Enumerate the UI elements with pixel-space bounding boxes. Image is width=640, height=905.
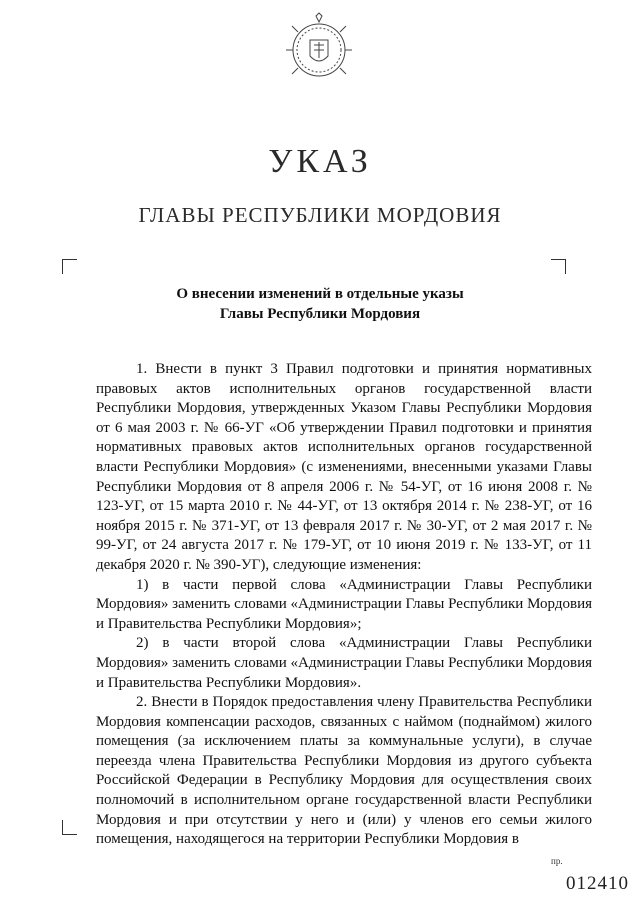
paragraph-1-item-1: 1) в части первой слова «Администрации Главы Республики Мордовия» заменить словами «Администрации Главы Республики Мордовия и Правительства Республики Мордовия»; (96, 576, 592, 632)
paragraph-1: 1. Внести в пункт 3 Правил подготовки и принятия нормативных правовых актов исполнительных органов государственной власти Республики Мордовия, утвержденных Указом Главы Республики Мордовия от 6 мая 2003 г. № 66-УГ «Об утверждении Правил подготовки и принятия нормативных правовых актов исполнительных органов государственной власти Республики Мордовия» (с изменениями, внесенными указами Главы Республики Мордовия от 8 апреля 2006 г. № 54-УГ, от 16 июня 2008 г. № 123-УГ, от 15 марта 2010 г. № 44-УГ, от 13 октября 2014 г. № 238-УГ, от 16 ноября 2015 г. № 371-УГ, от 13 февраля 2017 г. № 30-УГ, от 2 мая 2017 г. № 99-УГ, от 24 августа 2017 г. № 179-УГ, от 10 июня 2019 г. № 133-УГ, от 11 декабря 2020 г. № 390-УГ), следующие изменения: (96, 361, 592, 573)
document-title: УКАЗ (268, 143, 372, 180)
paragraph-1-item-2: 2) в части второй слова «Администрации Главы Республики Мордовия» заменить словами «Администрации Главы Республики Мордовия и Правительства Республики Мордовия». (96, 635, 592, 691)
heading-line-2: Главы Республики Мордовия (219, 306, 421, 322)
page-mark: пр. (551, 856, 563, 866)
heading-line-1: О внесении изменений в отдельные указы (176, 286, 464, 302)
decree-heading (0, 284, 640, 324)
decree-body (96, 360, 592, 850)
document-number: 012410 (566, 873, 629, 894)
paragraph-2: 2. Внести в Порядок предоставления члену Правительства Республики Мордовия компенсации расходов, связанных с наймом (поднаймом) жилого помещения (за исключением платы за коммунальные услуги), в случае переезда члена Правительства Республики Мордовия из другого субъекта Российской Федерации в Республику Мордовия для осуществления своих полномочий в исполнительном органе государственной власти Республики Мордовия и при отсутствии у него и (или) у членов его семьи жилого помещения, находящегося на территории Республики Мордовия в (96, 694, 592, 848)
corner-mark-bottom-left (62, 820, 77, 835)
document-subtitle: ГЛАВЫ РЕСПУБЛИКИ МОРДОВИЯ (138, 203, 502, 227)
corner-mark-top-right (551, 259, 566, 274)
coat-of-arms-icon (284, 12, 354, 82)
corner-mark-top-left (62, 259, 77, 274)
